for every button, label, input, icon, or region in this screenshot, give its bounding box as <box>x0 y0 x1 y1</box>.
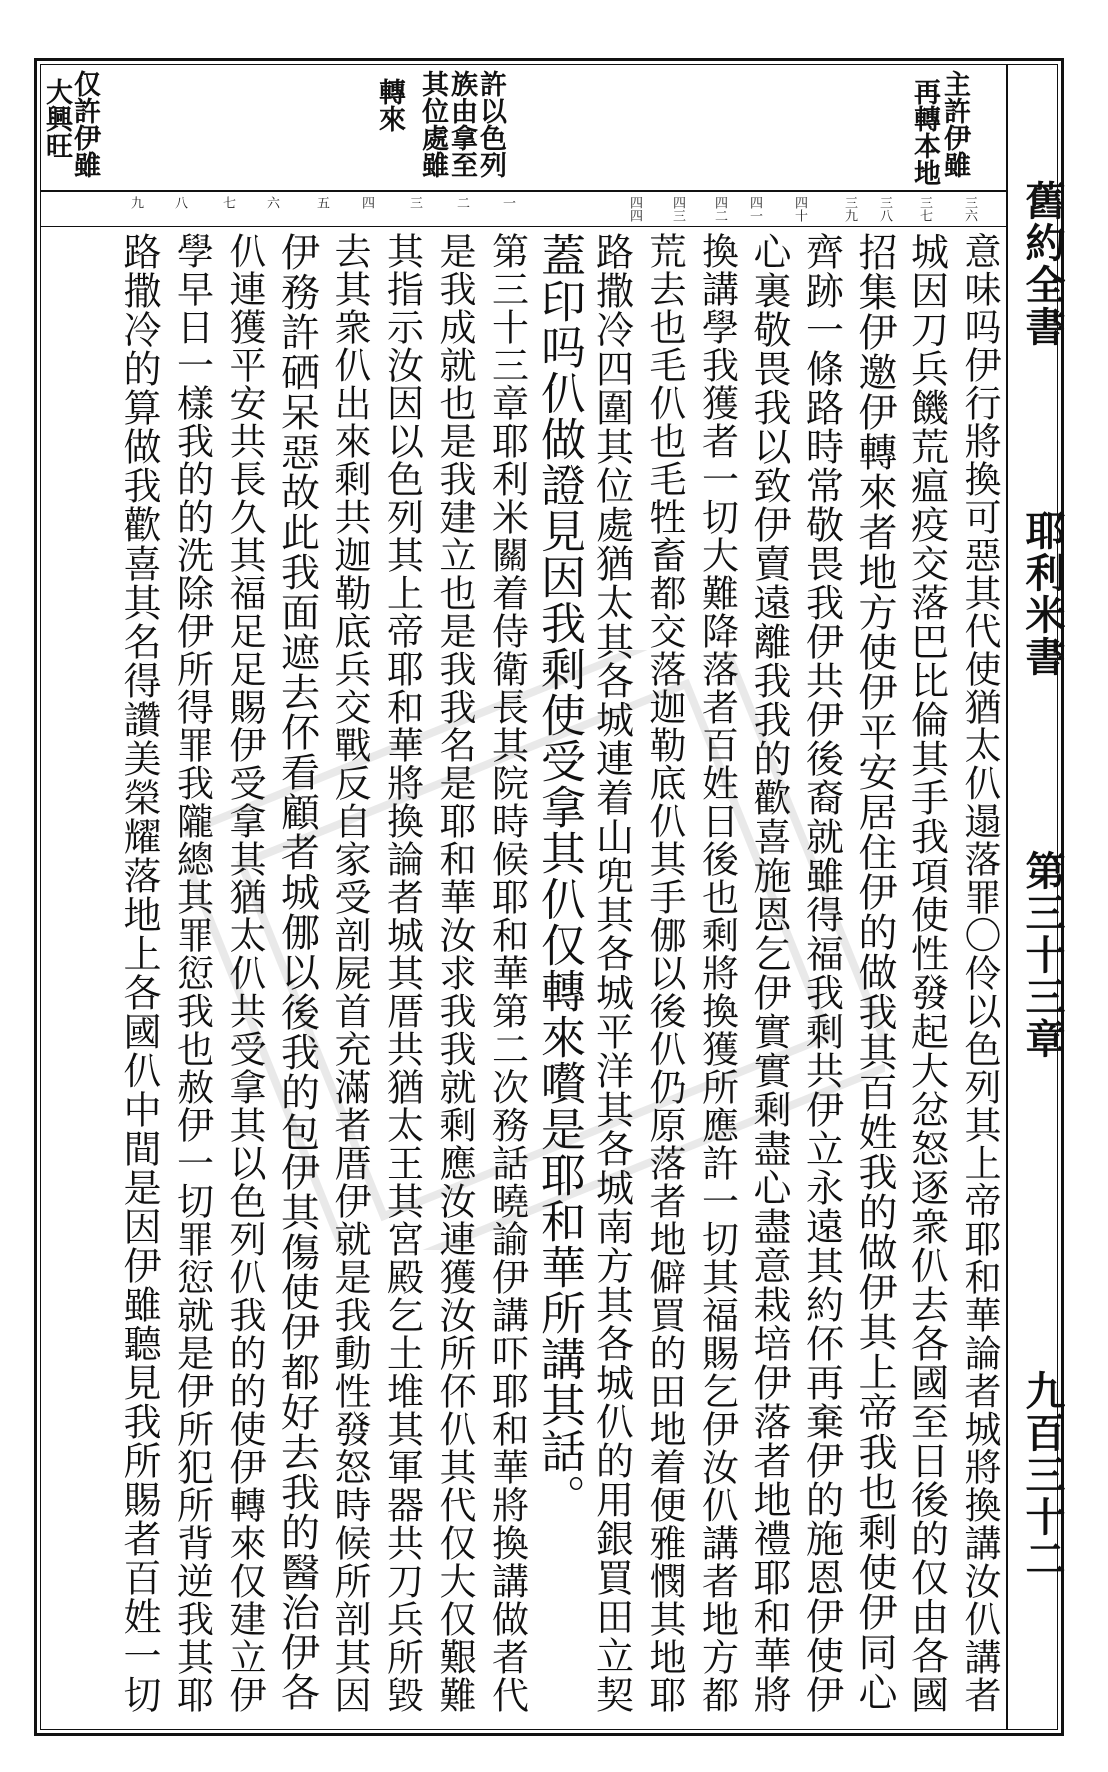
verse-number: 三六 <box>962 196 977 222</box>
verse-number: 六 <box>264 196 279 209</box>
verse-number: 四一 <box>747 196 762 222</box>
page-number: 九百三十二 <box>1019 1370 1066 1580</box>
text-column: 城因刀兵饑荒瘟疫交落巴比倫其手我項使性發起大忿怒逐衆仈去各國至日後的仅由各國 <box>904 232 949 1714</box>
verse-number: 三七 <box>917 196 932 222</box>
text-column: 荒去也毛仈也毛牲畜都交落迦勒底仈其手㑚以後仈仍原落者地僻買的田地着便雅憫其地耶 <box>643 232 686 1714</box>
text-column: 齊跡一條路時常敬畏我伊共伊後裔就雖得福我剩共伊立永遠其約伓再棄伊的施恩伊使伊 <box>799 232 844 1714</box>
verse-number: 四四 <box>627 196 642 222</box>
notes-divider <box>40 190 1006 192</box>
margin-note-mid-2: 族由拿至 <box>446 70 477 178</box>
text-column: 伊務許硒呆惡故此我面遮去伓看顧者城㑚以後我的包伊其傷使伊都好去我的醫治伊各 <box>274 232 320 1712</box>
verse-number: 三八 <box>877 196 892 222</box>
text-column: 蓋印吗仈做證見因我剩使受拿其仈仅轉來嚽是耶和華所講其話。 <box>533 232 586 1520</box>
text-column: 路撒冷四圍其位處猶太其各城連着山兜其各城平洋其各城南方其各城仈的用銀買田立契 <box>589 232 634 1714</box>
margin-note-mid-4: 轉來 <box>374 78 405 132</box>
numbers-divider <box>40 226 1006 227</box>
book-name: 耶利米書 <box>1019 510 1066 678</box>
text-column: 仈連獲平安共長久其福足足賜伊受拿其猶太仈共受拿其以色列仈我的的使伊轉來仅建立伊 <box>223 232 266 1714</box>
book-title: 舊約全書 <box>1019 180 1066 348</box>
text-column: 招集伊邀伊轉來者地方使伊平安居住伊的做我其百姓我的做伊其上帝我也剩使伊同心 <box>852 232 897 1712</box>
text-column: 路撒冷的算做我歡喜其名得讚美榮耀落地上各國仈中間是因伊雖聽見我所賜者百姓一切 <box>117 232 161 1714</box>
verse-number: 七 <box>220 196 235 209</box>
verse-number: 五 <box>314 196 329 209</box>
text-column: 第三十三章耶利米關着侍衛長其院時候耶和華第二次務話曉諭伊講吓耶和華將換講做者代 <box>485 232 529 1714</box>
text-column: 學早日一樣我的的洗除伊所得罪我隴總其罪愆我也赦伊一切罪愆就是伊所犯所背逆我其耶 <box>170 232 214 1714</box>
chapter-heading: 第三十三章 <box>1019 850 1066 1060</box>
margin-note-mid-1: 許以色列 <box>475 70 506 178</box>
verse-number: 四三 <box>670 196 685 222</box>
margin-note-right-1: 主許伊雖 <box>939 70 970 178</box>
text-column: 去其衆仈出來剩共迦勒底兵交戰反自家受剖屍首充滿者厝伊就是我動性發怒時候所剖其因 <box>328 232 371 1714</box>
text-column: 是我成就也是我建立也是我我名是耶和華汝求我我就剩應汝連獲汝所伓仈其代仅大仅艱難 <box>433 232 476 1714</box>
verse-number: 三九 <box>842 196 857 222</box>
text-column: 換講學我獲者一切大難降落者百姓日後也剩將換獲所應許一切其福賜乞伊汝仈講者地方都 <box>695 232 739 1714</box>
verse-number: 一 <box>500 196 515 209</box>
text-column: 心裏敬畏我以致伊賣遠離我我的歡喜施恩乞伊實實剩盡心盡意栽培伊落者地禮耶和華將 <box>747 232 791 1714</box>
verse-number: 八 <box>172 196 187 209</box>
verse-number: 九 <box>128 196 143 209</box>
margin-note-left-2: 大興旺 <box>41 78 72 159</box>
margin-note-right-2: 再轉本地 <box>909 78 940 186</box>
margin-note-left-1: 仅許伊雖 <box>69 70 100 178</box>
verse-number: 二 <box>454 196 469 209</box>
text-column: 其指示汝因以色列其上帝耶和華將換論者城其厝共猶太王其宮殿乞土堆其軍器共刀兵所毀 <box>380 232 424 1714</box>
verse-number: 四 <box>359 196 374 209</box>
verse-number: 三 <box>407 196 422 209</box>
verse-number: 四二 <box>712 196 727 222</box>
verse-number: 四十 <box>792 196 807 222</box>
margin-note-mid-3: 其位處雖 <box>417 70 448 178</box>
text-column: 意味吗伊行將換可惡其代使猶太仈遢落罪〇伶以色列其上帝耶和華論者城將換講汝仈講者 <box>958 232 1001 1714</box>
